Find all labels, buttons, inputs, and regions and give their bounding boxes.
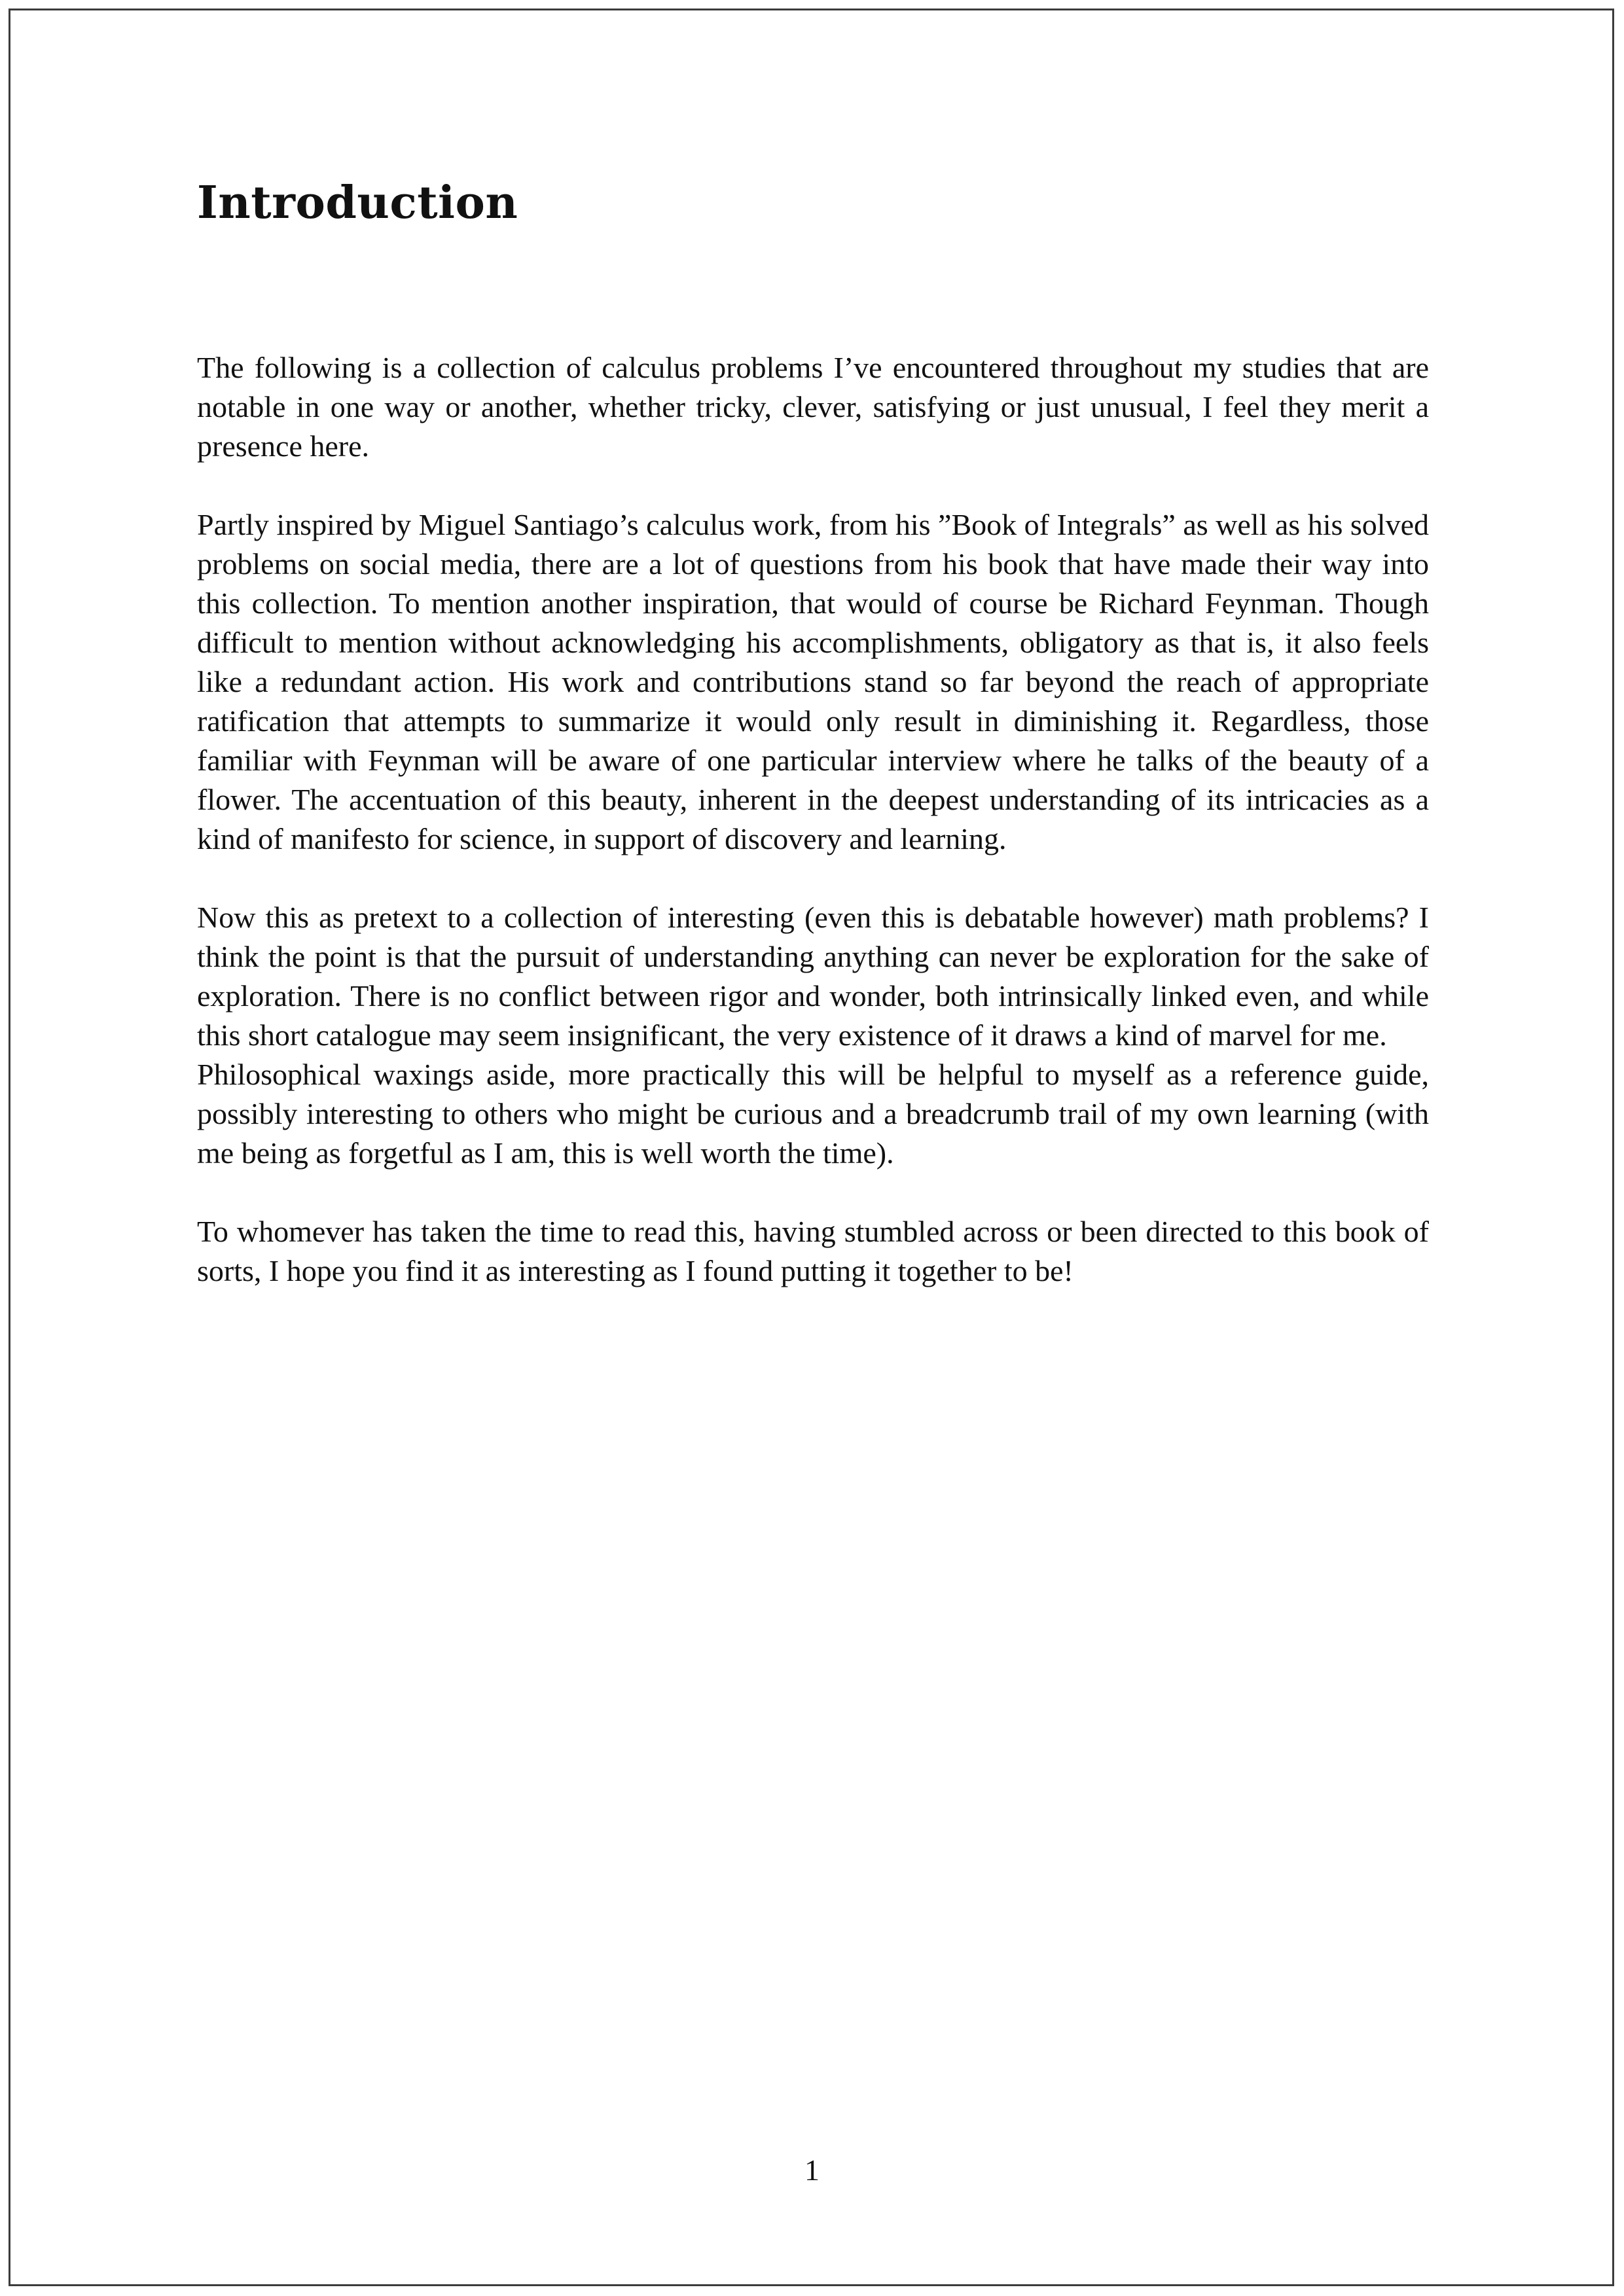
paragraph: Philosophical waxings aside, more practically this will be helpful to myself as a reference guide, possibly interesting to others who might be curious and a breadcrumb trail of my own learning (with me being as forgetful as I am, this is well worth the time). (197, 1057, 1429, 1170)
section-heading: Introduction (197, 177, 518, 229)
page-content (197, 177, 1429, 1291)
page-number: 1 (804, 2153, 820, 2187)
paragraph: Now this as pretext to a collection of interesting (even this is debatable however) math problems? I think the point is that the pursuit of understanding anything can never be exploration for the sake of exploration. There is no conflict between rigor and wonder, both intrinsically linked even, and while this short catalogue may seem insignificant, the very existence of it draws a kind of marvel for me. (197, 900, 1429, 1052)
body-text (197, 348, 1429, 1291)
paragraph: The following is a collection of calculus problems I’ve encountered throughout my studies that are notable in one way or another, whether tricky, clever, satisfying or just unusual, I feel they merit a presence here. (197, 350, 1429, 463)
paragraph: Partly inspired by Miguel Santiago’s calculus work, from his ”Book of Integrals” as well as his solved problems on social media, there are a lot of questions from his book that have made their way into this collection. To mention another inspiration, that would of course be Richard Feynman. Though difficult to mention without acknowledging his accomplishments, obligatory as that is, it also feels like a redundant action. His work and contributions stand so far beyond the reach of appropriate ratification that attempts to summarize it would only result in diminishing it. Regardless, those familiar with Feynman will be aware of one particular interview where he talks of the beauty of a flower. The accentuation of this beauty, inherent in the deepest understanding of its intricacies as a kind of manifesto for science, in support of discovery and learning. (197, 507, 1429, 855)
paragraph: To whomever has taken the time to read this, having stumbled across or been directed to this book of sorts, I hope you find it as interesting as I found putting it together to be! (197, 1214, 1429, 1287)
